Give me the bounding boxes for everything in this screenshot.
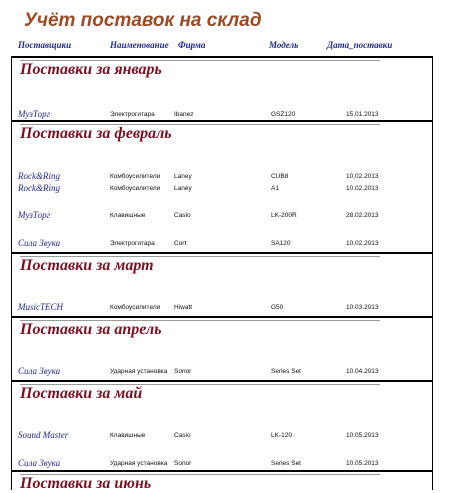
supplier-cell: Rock&Ring <box>18 171 60 181</box>
firm-cell: Casio <box>174 432 191 439</box>
delivery-date-cell: 10.03.2013 <box>346 304 379 311</box>
item-name-cell: Комбоусилители <box>110 173 161 180</box>
item-name-cell: Комбоусилители <box>110 185 161 192</box>
delivery-date-cell: 10.04.2013 <box>346 368 379 375</box>
section-title: Поставки за апрель <box>20 321 162 338</box>
supplier-cell: MusicTECH <box>18 302 63 312</box>
item-name-cell: Электрогитара <box>110 111 155 118</box>
section-title: Поставки за июнь <box>20 475 152 492</box>
firm-cell: Ibanez <box>174 111 194 118</box>
delivery-date-cell: 10.02.2013 <box>346 240 379 247</box>
column-header-suppliers: Поставщики <box>18 40 72 50</box>
model-cell: LK-200R <box>271 212 297 219</box>
delivery-date-cell: 15.01.2013 <box>346 111 379 118</box>
column-header-delivery-date: Дата_поставки <box>327 40 393 50</box>
supplier-cell: МузТорг <box>18 109 51 119</box>
supplier-cell: Rock&Ring <box>18 183 60 193</box>
table-row <box>0 458 451 469</box>
delivery-date-cell: 10.02.2013 <box>346 185 379 192</box>
item-name-cell: Электрогитара <box>110 240 155 247</box>
table-row <box>0 210 451 221</box>
item-name-cell: Ударная установка <box>110 460 168 467</box>
firm-cell: Hiwatt <box>174 304 193 311</box>
model-cell: Series Set <box>271 368 301 375</box>
supplier-cell: МузТорг <box>18 210 51 220</box>
model-cell: CUB8 <box>271 173 289 180</box>
model-cell: GSZ120 <box>271 111 296 118</box>
delivery-date-cell: 10.05.2013 <box>346 460 379 467</box>
firm-cell: Sonor <box>174 460 192 467</box>
item-name-cell: Клавишные <box>110 432 146 439</box>
table-row <box>0 366 451 377</box>
section-june <box>11 470 433 490</box>
column-header-model: Модель <box>269 40 299 50</box>
firm-cell: Sonor <box>174 368 192 375</box>
model-cell: Series Set <box>271 460 301 467</box>
section-may <box>11 380 433 470</box>
supplier-cell: Сила Звука <box>18 238 61 248</box>
model-cell: A1 <box>271 185 279 192</box>
section-title: Поставки за январь <box>20 61 162 78</box>
firm-cell: Laney <box>174 173 192 180</box>
section-title: Поставки за февраль <box>20 125 172 142</box>
firm-cell: Cort <box>174 240 187 247</box>
delivery-date-cell: 10.05.2013 <box>346 432 379 439</box>
firm-cell: Casio <box>174 212 191 219</box>
model-cell: LK-120 <box>271 432 292 439</box>
delivery-date-cell: 28.02.2013 <box>346 212 379 219</box>
item-name-cell: Клавишные <box>110 212 146 219</box>
table-row <box>0 302 451 313</box>
column-header-name: Наименование <box>110 40 169 50</box>
section-title: Поставки за март <box>20 257 154 274</box>
column-header-firm: Фирма <box>178 40 206 50</box>
table-row <box>0 430 451 441</box>
item-name-cell: Ударная установка <box>110 368 168 375</box>
supplier-cell: Сила Звука <box>18 366 61 376</box>
model-cell: SA120 <box>271 240 291 247</box>
model-cell: G50 <box>271 304 284 311</box>
item-name-cell: Комбоусилители <box>110 304 161 311</box>
report-title: Учёт поставок на склад <box>24 10 262 31</box>
table-row <box>0 183 451 194</box>
section-title: Поставки за май <box>20 385 143 402</box>
table-row <box>0 109 451 120</box>
table-row <box>0 171 451 182</box>
firm-cell: Laney <box>174 185 192 192</box>
delivery-date-cell: 10.02.2013 <box>346 173 379 180</box>
table-row <box>0 238 451 249</box>
supplier-cell: Sound Master <box>18 430 69 440</box>
supplier-cell: Сила Звука <box>18 458 61 468</box>
